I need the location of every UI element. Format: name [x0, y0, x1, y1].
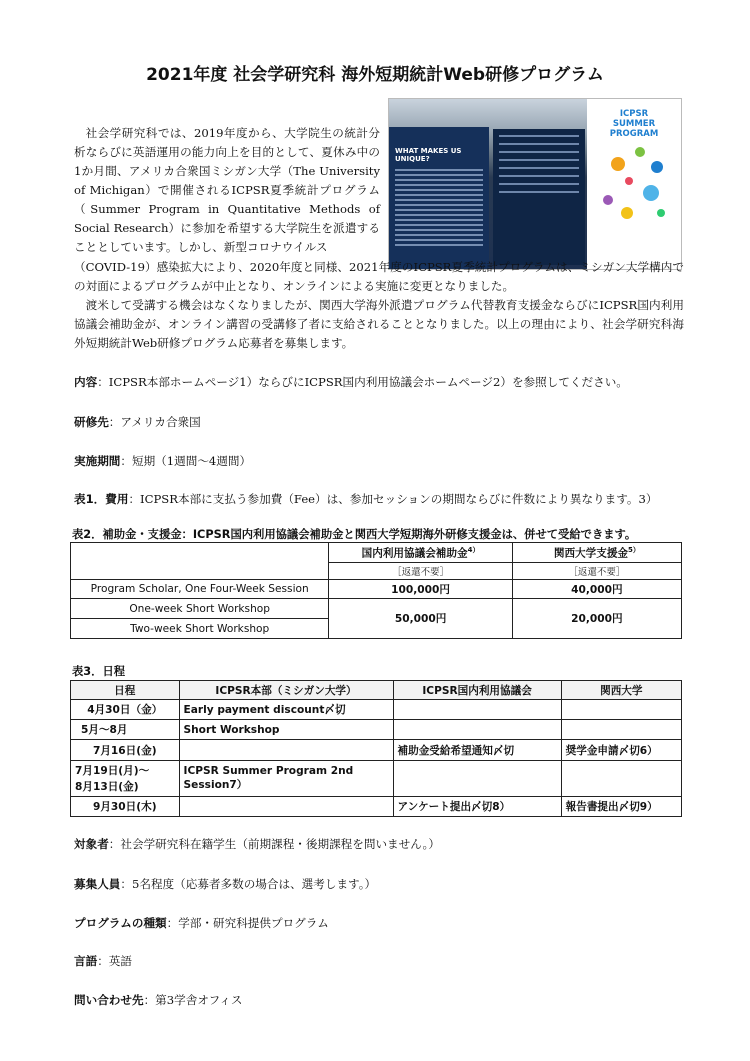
destination-field: [74, 414, 201, 430]
fee-field: [74, 491, 657, 507]
program-type-label: プログラムの種類: [74, 916, 167, 930]
table-row: [71, 797, 682, 817]
target-field: [74, 836, 440, 852]
fee-label: 表1．費用: [74, 492, 129, 506]
table-row: [71, 720, 682, 740]
flyer-dot: [621, 207, 633, 219]
intro-paragraph-1: 社会学研究科では、2019年度から、大学院生の統計分析ならびに英語運用の能力向上を目的として、夏休み中の1か月間、アメリカ合衆国ミシガン大学（The University of Michigan）で開催されるICPSR夏季統計プログラム（Summer Program in Quantitative Methods of Social Research）に参加を希望する大学院生を派遣することとしています。しかし、新型コロナウイルス: [74, 126, 380, 254]
intro-paragraph-1-cont: （COVID-19）感染拡大により、2020年度と同様、2021年度のICPSR夏季統計プログラムは、ミシガン大学構内での対面によるプログラムが中止となり、オンラインによる実施に変更となりました。: [74, 260, 684, 293]
intro-paragraph-2: 渡米して受講する機会はなくなりましたが、関西大学海外派遣プログラム代替教育支援金ならびにICPSR国内利用協議会補助金が、オンライン講習の受講修了者に支給されることとなりました。以上の理由により、社会学研究科海外短期統計Web研修プログラム応募者を募集します。: [74, 298, 684, 350]
table-row: [71, 761, 682, 797]
schedule-kansai: [561, 761, 681, 797]
schedule-kansai: 報告書提出〆切9）: [561, 797, 681, 817]
schedule-domestic: 補助金受給希望通知〆切: [393, 740, 561, 761]
table2-corner-lower: [71, 563, 329, 580]
table2-kansai-value: 40,000円: [512, 580, 681, 599]
flyer-dot: [643, 185, 659, 201]
table2-sub-kansai: ［返還不要］: [512, 563, 681, 580]
number-value: ：5名程度（応募者多数の場合は、選考します。）: [120, 877, 377, 891]
schedule-date: 7月16日(金): [71, 740, 180, 761]
schedule-kansai: [561, 700, 681, 720]
destination-value: ：アメリカ合衆国: [108, 415, 201, 429]
table2-col-domestic: 国内利用協議会補助金$^{4)}$: [329, 543, 512, 563]
table2-domestic-value: 100,000円: [329, 580, 512, 599]
target-label: 対象者: [74, 837, 109, 851]
number-field: [74, 876, 376, 892]
flyer-dot: [611, 157, 625, 171]
schedule-date: 9月30日(木): [71, 797, 180, 817]
table-row: [71, 700, 682, 720]
schedule-date: 7月19日(月)〜 8月13日(金): [71, 761, 180, 797]
schedule-hq: Early payment discount〆切: [179, 700, 393, 720]
table3-header: 日程: [71, 681, 180, 700]
table-row: [71, 740, 682, 761]
table3-header: 関西大学: [561, 681, 681, 700]
content-label: 内容: [74, 375, 98, 389]
flyer-band: [389, 127, 489, 269]
page-title: 2021年度 社会学研究科 海外短期統計Web研修プログラム: [146, 65, 604, 85]
flyer-dot: [603, 195, 613, 205]
content-field: [74, 374, 628, 390]
schedule-hq: [179, 797, 393, 817]
schedule-date: 5月〜8月: [71, 720, 180, 740]
table2-caption: 表2．補助金・支援金：ICPSR国内利用協議会補助金と関西大学短期海外研修支援金は、併せて受給できます。: [72, 528, 637, 541]
flyer-program-title: ICPSR SUMMER PROGRAM: [609, 109, 659, 139]
flyer-dot: [657, 209, 665, 217]
table2-sub-domestic: ［返還不要］: [329, 563, 512, 580]
fee-value: ：ICPSR本部に支払う参加費（Fee）は、参加セッションの期間ならびに件数により異なります。3）: [128, 492, 658, 506]
schedule-domestic: [393, 761, 561, 797]
contact-field: [74, 992, 242, 1008]
program-type-field: [74, 915, 329, 931]
period-label: 実施期間: [74, 454, 121, 468]
table3-header: ICPSR国内利用協議会: [393, 681, 561, 700]
table-row: [71, 599, 682, 619]
table2-row-label: Program Scholar, One Four-Week Session: [71, 580, 329, 599]
flyer-dot: [625, 177, 633, 185]
destination-label: 研修先: [74, 415, 109, 429]
flyer-dot: [635, 147, 645, 157]
contact-label: 問い合わせ先: [74, 993, 144, 1007]
language-value: ：英語: [97, 954, 132, 968]
flyer-text-lines: [395, 169, 483, 249]
table2-kansai-value: 20,000円: [512, 599, 681, 639]
contact-value: ：第3学舎オフィス: [143, 993, 243, 1007]
schedule-domestic: アンケート提出〆切8）: [393, 797, 561, 817]
table-row: [71, 580, 682, 599]
schedule-kansai: [561, 720, 681, 740]
icpsr-flyer-image: [388, 98, 682, 270]
language-field: [74, 953, 132, 969]
schedule-date: 4月30日（金）: [71, 700, 180, 720]
language-label: 言語: [74, 954, 98, 968]
schedule-domestic: [393, 720, 561, 740]
schedule-table: [70, 680, 682, 817]
subsidy-table: [70, 542, 682, 639]
table2-corner: [71, 543, 329, 563]
table3-header: ICPSR本部（ミシガン大学）: [179, 681, 393, 700]
schedule-hq: ICPSR Summer Program 2nd Session7）: [179, 761, 393, 797]
table2-row-label: Two-week Short Workshop: [71, 619, 329, 639]
flyer-dot: [651, 161, 663, 173]
period-value: ：短期（1週間〜4週間）: [120, 454, 252, 468]
flyer-info-panel: [493, 129, 585, 265]
table2-row-label: One-week Short Workshop: [71, 599, 329, 619]
target-value: ：社会学研究科在籍学生（前期課程・後期課程を問いません。）: [108, 837, 440, 851]
schedule-kansai: 奨学金申請〆切6）: [561, 740, 681, 761]
flyer-headline: WHAT MAKES US UNIQUE?: [395, 147, 462, 163]
content-value: ：ICPSR本部ホームページ1）ならびにICPSR国内利用協議会ホームページ2）を参照してください。: [97, 375, 628, 389]
table3-caption: 表3．日程: [72, 665, 126, 678]
number-label: 募集人員: [74, 877, 121, 891]
program-type-value: ：学部・研究科提供プログラム: [166, 916, 329, 930]
schedule-hq: Short Workshop: [179, 720, 393, 740]
table2-domestic-value: 50,000円: [329, 599, 512, 639]
period-field: [74, 453, 251, 469]
table2-col-kansai: 関西大学支援金$^{5)}$: [512, 543, 681, 563]
schedule-domestic: [393, 700, 561, 720]
schedule-hq: [179, 740, 393, 761]
